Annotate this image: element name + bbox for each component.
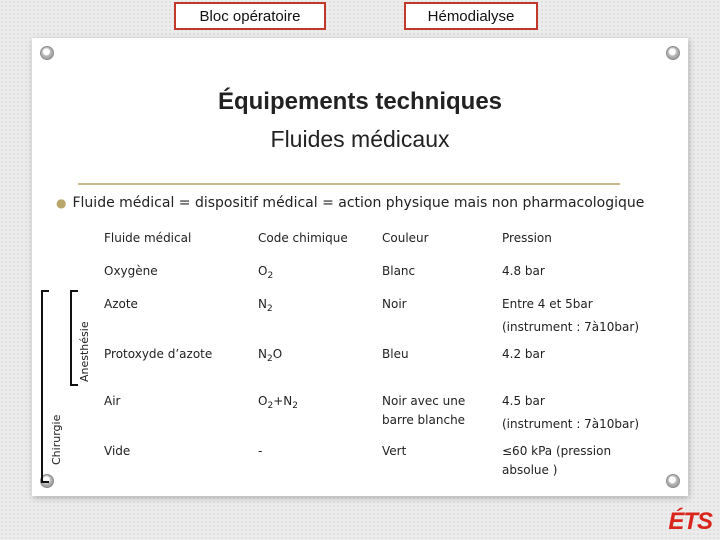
cell-pressure [502,262,545,281]
cell-code [258,345,282,366]
code-subscript: 2 [266,354,273,364]
definition-text: Fluide médical = dispositif médical = action physique mais non pharmacologique [72,195,645,211]
cell-code [258,442,262,461]
header-color: Couleur [382,231,429,245]
code-rest: +N [273,394,293,408]
code-subscript: 2 [292,401,298,411]
page-title: Équipements techniques [217,88,503,115]
color-line: Bleu [382,347,409,361]
code-base: N [258,347,267,361]
title-divider [78,183,620,185]
code-subscript: 2 [267,401,274,411]
pressure-line: 4.2 bar [502,347,545,361]
anesthesie-bracket [70,290,78,386]
header-fluid: Fluide médical [104,231,192,245]
pressure-line: (instrument : 7à10bar) [502,417,640,431]
pressure-line: Entre 4 et 5bar [502,297,593,311]
code-base: O [258,394,268,408]
cell-pressure [502,295,639,337]
pressure-line: 4.8 bar [502,264,545,278]
cell-pressure [502,392,639,434]
pressure-line: absolue ) [502,463,558,477]
color-line: Blanc [382,264,416,278]
code-subscript: 2 [266,304,273,314]
anesthesie-label: Anesthésie [78,321,91,382]
bullet-icon: ● [56,196,67,210]
header-code: Code chimique [258,231,348,245]
cell-fluid: Protoxyde d’azote [104,347,213,361]
pushpin-right-icon [666,46,680,60]
code-rest: O [272,347,283,361]
header-pressure: Pression [502,231,552,245]
cell-fluid: Azote [104,297,138,311]
definition-bullet [56,195,644,211]
tab-bloc-operatoire[interactable]: Bloc opératoire [174,2,326,30]
cell-fluid: Vide [104,444,131,458]
page-subtitle: Fluides médicaux [270,126,450,152]
cell-color [382,345,409,364]
pressure-line: ≤60 kPa (pression [502,444,612,458]
cell-pressure [502,442,611,480]
cell-pressure [502,345,545,364]
ets-logo: ÉTS [668,508,712,535]
color-line: barre blanche [382,413,466,427]
color-line: Noir [382,297,407,311]
color-line: Vert [382,444,407,458]
color-line: Noir avec une [382,394,466,408]
cell-fluid: Oxygène [104,264,158,278]
cell-fluid: Air [104,394,121,408]
cell-code [258,262,273,283]
chirurgie-bracket [41,290,49,483]
code-base: - [258,444,263,458]
chirurgie-label: Chirurgie [50,414,63,465]
cell-color [382,295,407,314]
code-base: O [258,264,268,278]
code-subscript: 2 [267,271,274,281]
cell-color [382,392,465,430]
cell-code [258,295,273,316]
cell-code [258,392,298,413]
code-base: N [258,297,267,311]
cell-color [382,442,406,461]
tab-hemodialyse[interactable]: Hémodialyse [404,2,538,30]
pressure-line: (instrument : 7à10bar) [502,320,640,334]
pressure-line: 4.5 bar [502,394,545,408]
pushpin-bottom-right-icon [666,474,680,488]
pushpin-left-icon [40,46,54,60]
cell-color [382,262,415,281]
